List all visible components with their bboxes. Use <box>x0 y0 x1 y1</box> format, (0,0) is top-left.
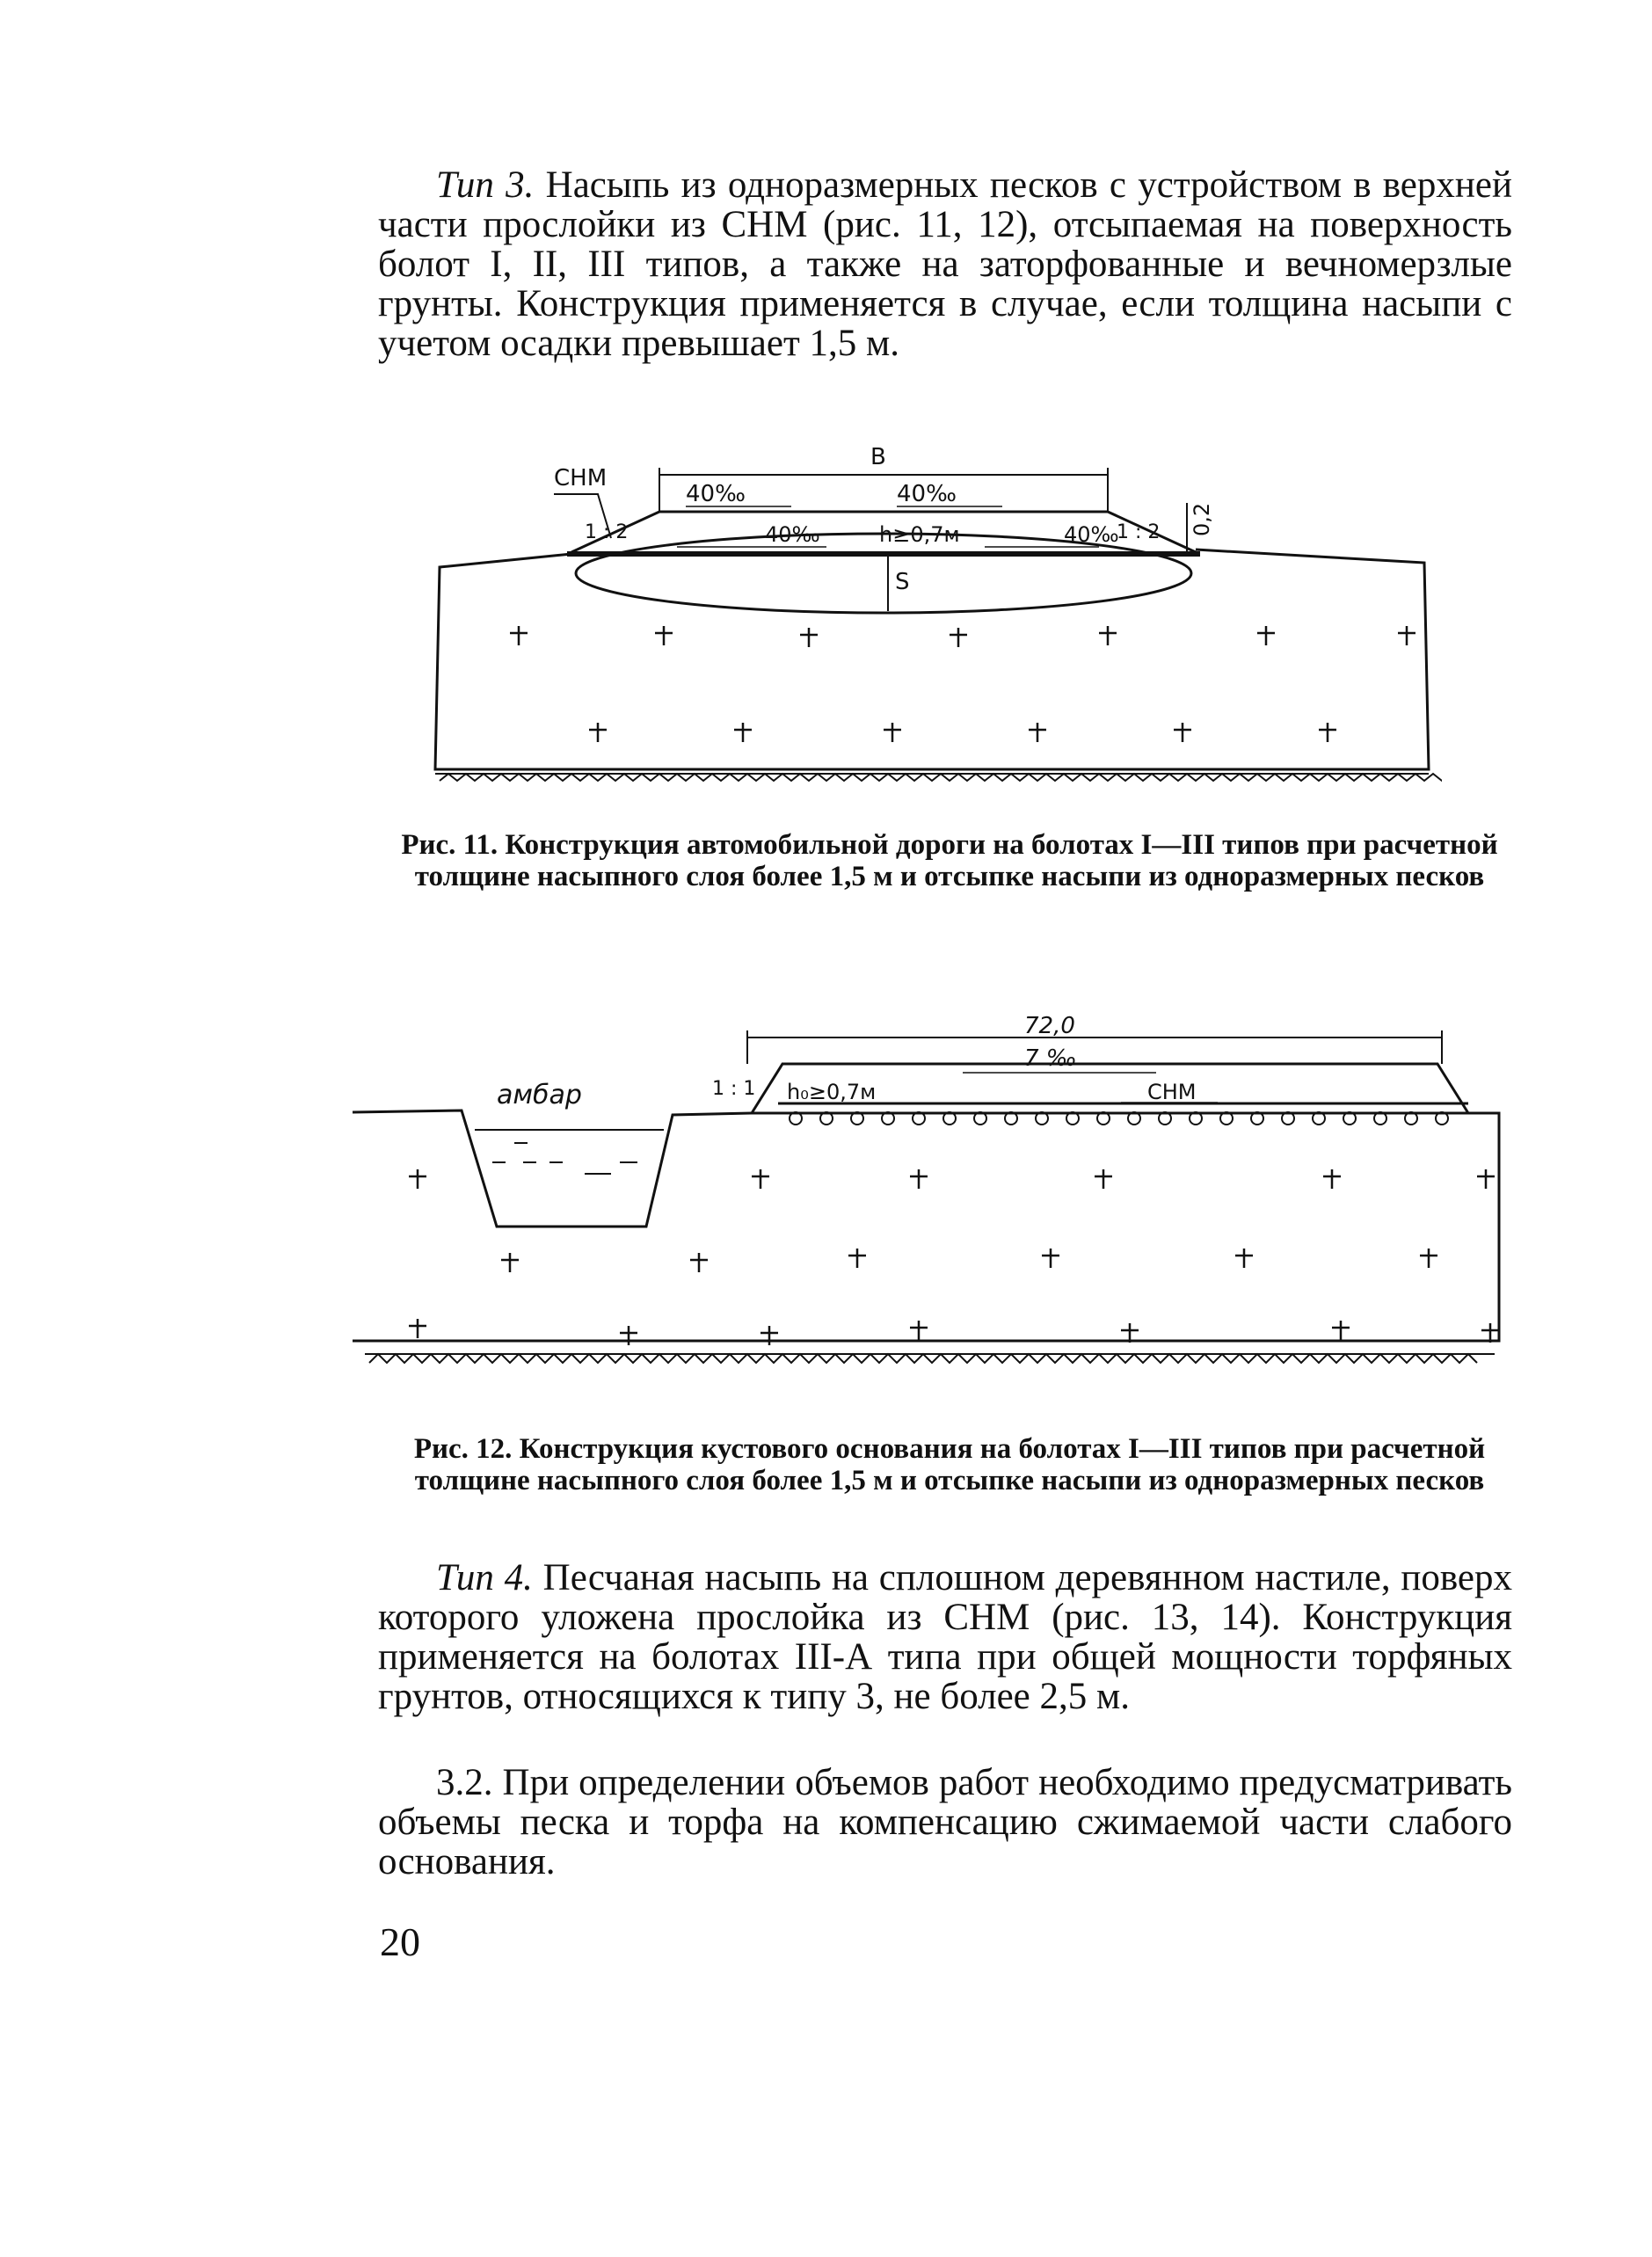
figure-12 <box>347 1011 1508 1380</box>
paragraph-type3-body: Насыпь из одноразмерных песков с устройством в верхней части прослойки из СНМ (рис. 11, 12), отсыпаемая на поверхность болот I, II, III типов, а также на заторфованные и вечномерзлые грунты. Конструкция применяется в случае, если толщина насыпи с учетом осадки превышает 1,5 м. <box>378 164 1513 364</box>
figure-11-edge-height: 0,2 <box>1190 502 1214 536</box>
peat-symbols-12 <box>409 1169 1499 1345</box>
figure-11-drawing <box>422 440 1442 809</box>
page-number: 20 <box>380 1919 420 1964</box>
figure-11-slope-right: 1 : 2 <box>1117 521 1161 543</box>
figure-12-slope-left: 1 : 1 <box>712 1078 756 1100</box>
figure-12-drawing <box>347 1011 1508 1380</box>
figure-11-width-label: B <box>870 444 886 470</box>
figure-11-base-left-grade: 40‰ <box>765 522 820 547</box>
figure-12-grade-label: 7 ‰ <box>1024 1045 1077 1072</box>
figure-11-top-right-grade: 40‰ <box>897 481 957 507</box>
figure-11-caption <box>369 829 1530 892</box>
figure-11 <box>422 440 1442 809</box>
figure-11-caption-body: Конструкция автомобильной дороги на болотах I—III типов при расчетной толщине насыпного слоя более 1,5 м и отсыпке насыпи из одноразмерных песков <box>414 829 1498 892</box>
paragraph-type3-lead: Тип 3. <box>436 164 535 206</box>
figure-11-geotextile-label: СНМ <box>554 465 608 491</box>
figure-11-settlement: S <box>895 569 910 595</box>
paragraph-type4-lead: Тип 4. <box>436 1557 533 1598</box>
paragraph-type4 <box>378 1558 1512 1716</box>
figure-11-top-left-grade: 40‰ <box>686 481 746 507</box>
paragraph-section-3-2: 3.2. При определении объемов работ необходимо предусматривать объемы песка и торфа на компенсацию сжимаемой части слабого основания. <box>378 1762 1512 1882</box>
figure-12-caption-body: Конструкция кустового основания на болотах I—III типов при расчетной толщине насыпного слоя более 1,5 м и отсыпке насыпи из одноразмерных песков <box>414 1433 1486 1496</box>
paragraph-type3 <box>378 165 1512 363</box>
figure-12-caption <box>369 1433 1530 1496</box>
figure-12-layer-height: h₀≥0,7м <box>787 1080 877 1104</box>
figure-12-geotextile-label: СНМ <box>1147 1080 1197 1104</box>
figure-12-caption-lead: Рис. 12. <box>413 1433 513 1465</box>
figure-11-caption-lead: Рис. 11. <box>401 829 499 861</box>
peat-symbols <box>510 626 1415 742</box>
paragraph-type4-body: Песчаная насыпь на сплошном деревянном настиле, поверх которого уложена прослойка из СНМ (рис. 13, 14). Конструкция применяется на болотах III-А типа при общей мощности торфяных грунтов, относящихся к типу 3, не более 2,5 м. <box>378 1557 1513 1717</box>
figure-12-pit-label: амбар <box>497 1080 582 1110</box>
figure-11-base-right-grade: 40‰ <box>1064 522 1119 547</box>
figure-12-width-label: 72,0 <box>1024 1013 1075 1039</box>
figure-11-slope-left: 1 : 2 <box>585 521 629 543</box>
figure-11-layer-height: h≥0,7м <box>879 522 960 547</box>
